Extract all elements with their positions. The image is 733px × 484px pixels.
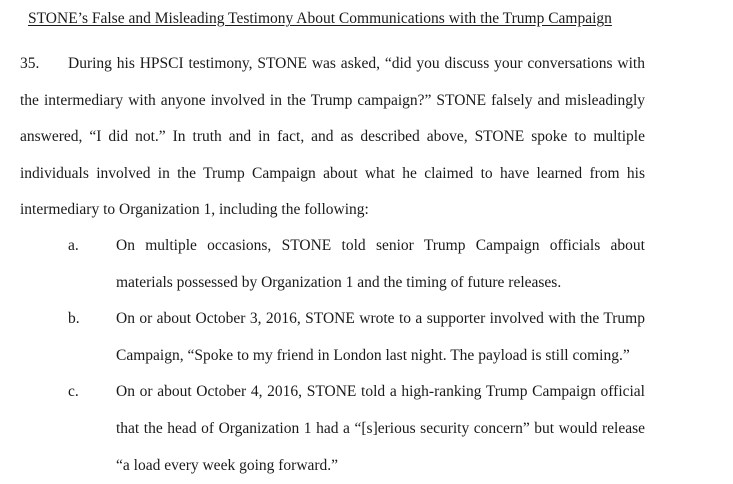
- list-item-a: [0, 228, 733, 301]
- list-item-line: On or about October 4, 2016, STONE told a high-ranking Trump Campaign official: [116, 383, 645, 401]
- paragraph-text: During his HPSCI testimony, STONE was asked, “did you discuss your conversations with the intermediary with anyone involved in the Trump campaign?” STONE falsely and misleadingly answered, “I did not.” In truth and in fact, and as described above, STONE spoke to multiple individuals involved in the Trump Campaign about what he claimed to have learned from his intermediary to Organization 1, including the following:: [20, 55, 645, 219]
- list-item-text: [116, 374, 645, 484]
- sub-item-list: [0, 228, 733, 484]
- list-item-text: [116, 228, 645, 301]
- list-item-b: [0, 301, 733, 374]
- list-item-line: materials possessed by Organization 1 and the timing of future releases.: [116, 273, 562, 291]
- list-item-text: [116, 301, 645, 374]
- list-item-letter: a.: [68, 237, 79, 254]
- list-item-letter: c.: [68, 383, 79, 401]
- list-item-line: On or about October 3, 2016, STONE wrote to a supporter involved with the Trump: [116, 310, 645, 328]
- list-item-line: that the head of Organization 1 had a “[s]erious security concern” but would release: [116, 419, 645, 437]
- list-item-line: On multiple occasions, STONE told senior Trump Campaign officials about: [116, 237, 645, 254]
- list-item-line: “a load every week going forward.”: [116, 456, 339, 474]
- paragraph-35: [20, 46, 645, 229]
- paragraph-number: 35.: [20, 55, 40, 72]
- list-item-line: Campaign, “Spoke to my friend in London last night. The payload is still coming.”: [116, 346, 630, 364]
- section-heading: STONE’s False and Misleading Testimony About Communications with the Trump Campaign: [28, 10, 612, 27]
- list-item-letter: b.: [68, 310, 80, 328]
- list-item-c: [0, 374, 733, 484]
